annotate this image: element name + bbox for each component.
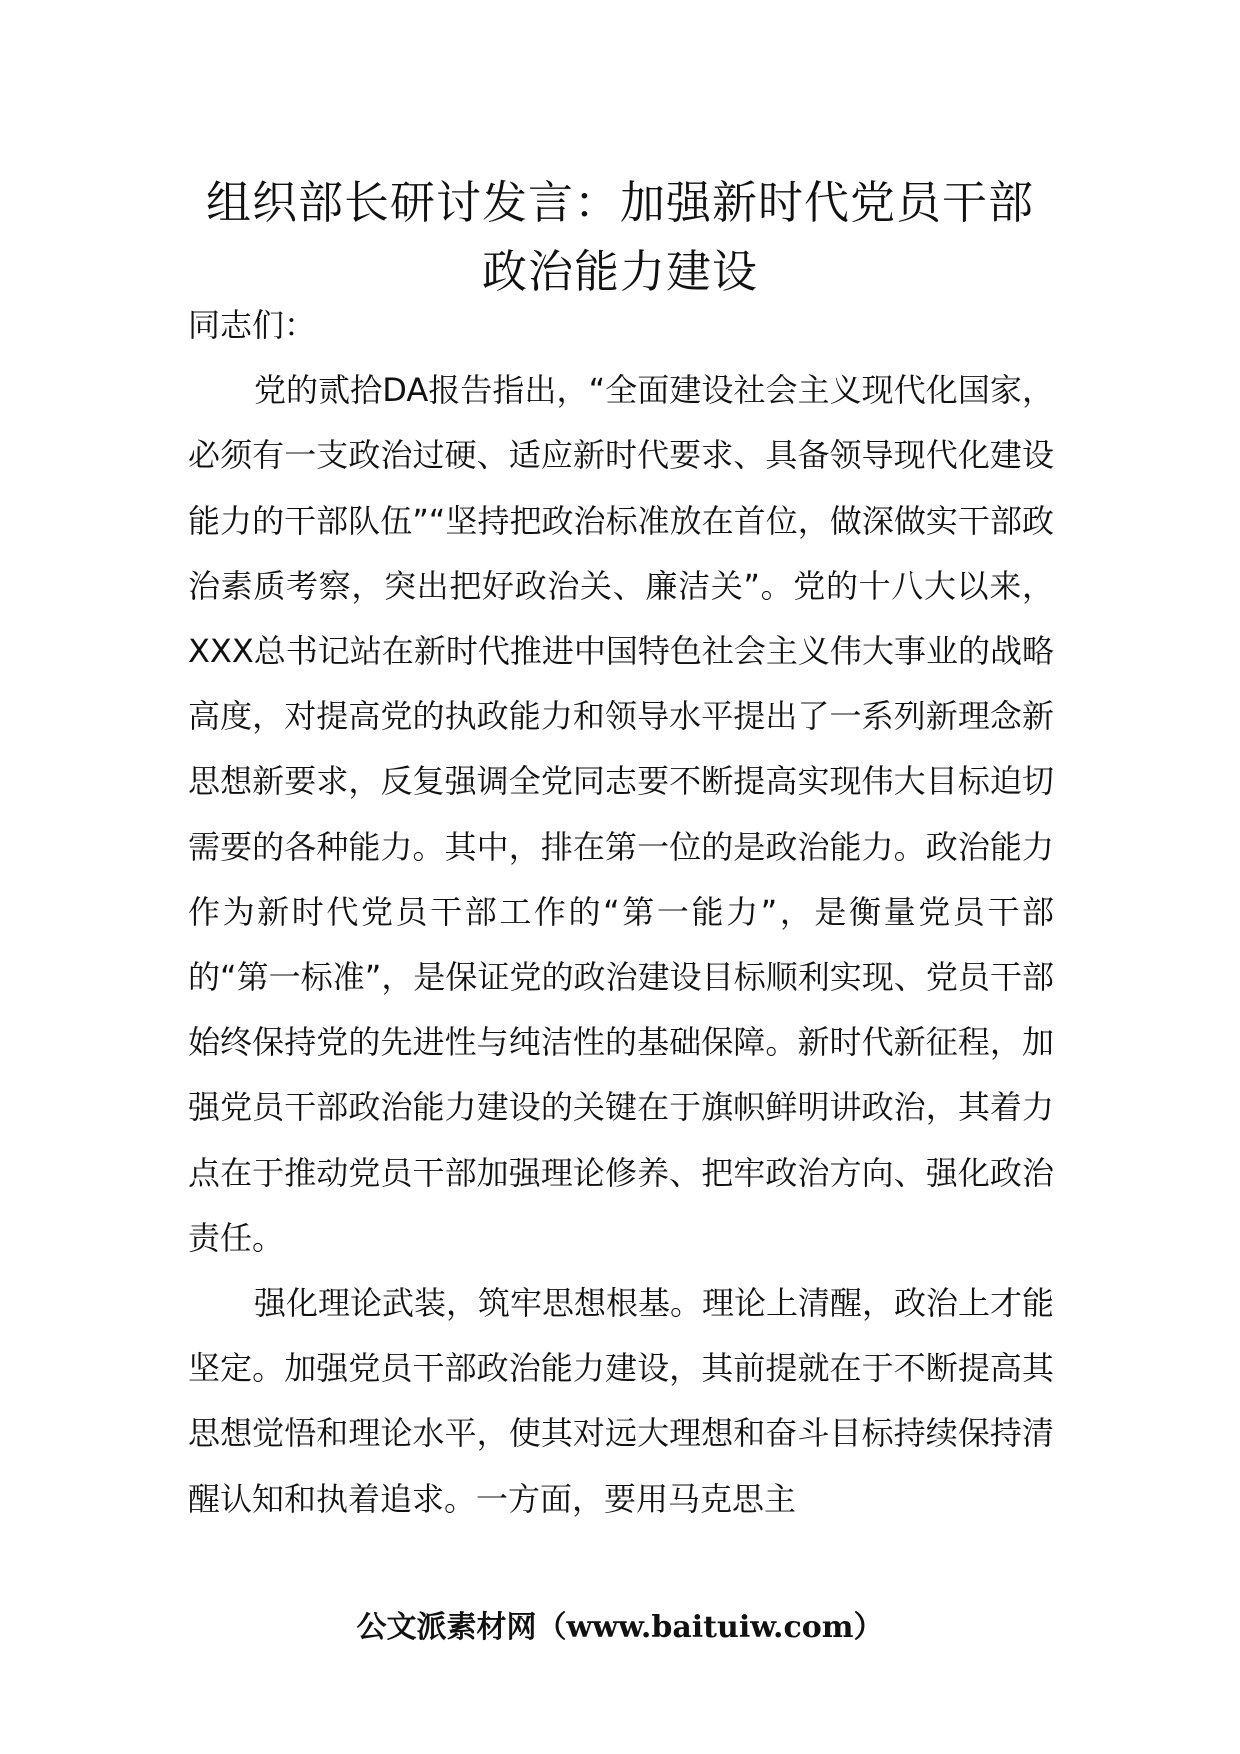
body-paragraph-2: 强化理论武装，筑牢思想根基。理论上清醒，政治上才能坚定。加强党员干部政治能力建设，其前提就在于不断提高其思想觉悟和理论水平，使其对远大理想和奋斗目标持续保持清醒认知和执着追求。一方面，要用马克思主 (188, 1284, 1055, 1518)
salutation: 同志们： (188, 306, 317, 344)
body-paragraph-1: 党的贰拾DA报告指出，“全面建设社会主义现代化国家，必须有一支政治过硬、适应新时代要求、具备领导现代化建设能力的干部队伍”“坚持把政治标准放在首位，做深做实干部政治素质考察，突出把好政治关、廉洁关”。党的十八大以来，XXX总书记站在新时代推进中国特色社会主义伟大事业的战略高度，对提高党的执政能力和领导水平提出了一系列新理念新思想新要求，反复强调全党同志要不断提高实现伟大目标迫切需要的各种能力。其中，排在第一位的是政治能力。政治能力作为新时代党员干部工作的“第一能力”，是衡量党员干部的“第一标准”，是保证党的政治建设目标顺利实现、党员干部始终保持党的先进性与纯洁性的基础保障。新时代新征程，加强党员干部政治能力建设的关键在于旗帜鲜明讲政治，其着力点在于推动党员干部加强理论修养、把牢政治方向、强化政治责任。 (188, 371, 1054, 1257)
document-body (188, 293, 1054, 1532)
footer-watermark: 公文派素材网（www.baituiw.com） (356, 1610, 884, 1645)
document-title-line-1: 组织部长研讨发言：加强新时代党员干部 (205, 176, 1034, 229)
document-title (170, 168, 1070, 306)
document-title-line-2: 政治能力建设 (481, 245, 758, 298)
